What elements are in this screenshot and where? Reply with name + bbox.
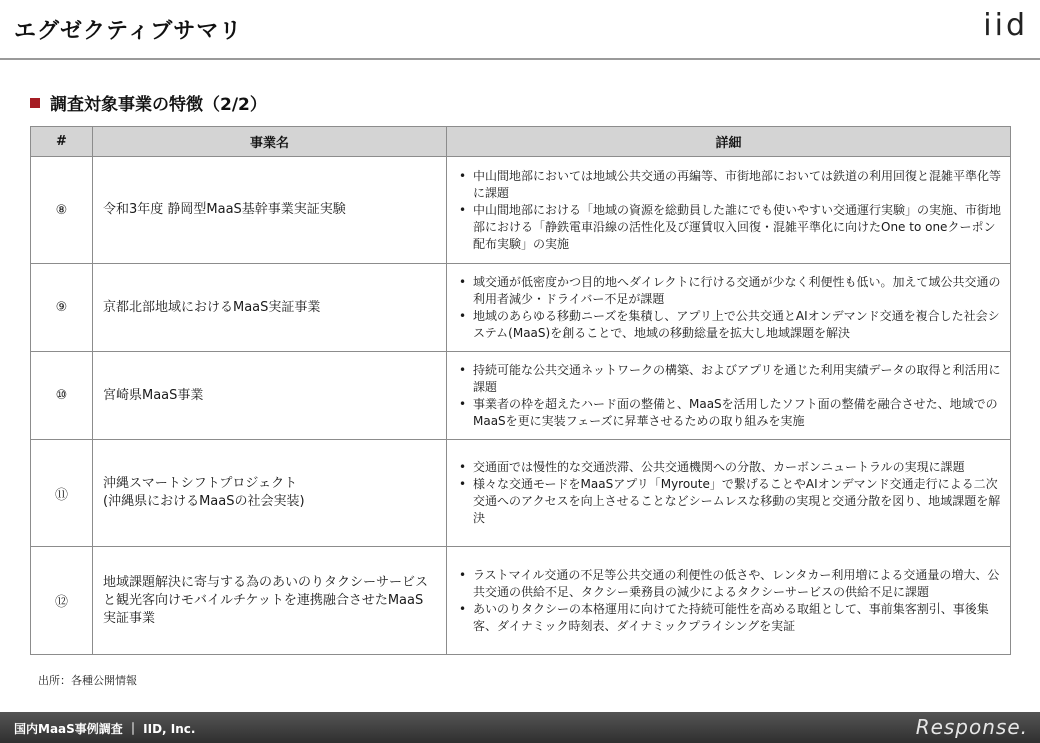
company-logo: iid: [983, 8, 1028, 43]
project-name: 沖縄スマートシフトプロジェクト (沖縄県におけるMaaSの社会実装): [93, 440, 447, 547]
table-row: [31, 264, 1011, 352]
row-number: ⑧: [31, 157, 93, 264]
detail-item: • 事業者の枠を超えたハード面の整備と、MaaSを活用したソフト面の整備を融合させた、地域でのMaaSを更に実装フェーズに昇華させるための取り組みを実施: [457, 396, 1002, 430]
row-number: ⑪: [31, 440, 93, 547]
row-number: ⑩: [31, 352, 93, 440]
detail-item: • 中山間地部における「地域の資源を総動員した誰にでも使いやすい交通運行実験」の実施、市街地部における「静鉄電車沿線の活性化及び運賃収入回復・混雑平準化に向けたOne to oneクーポン配布実験」の実施: [457, 202, 1002, 253]
detail-item: • 中山間地部においては地域公共交通の再編等、市街地部においては鉄道の利用回復と混雑平準化等に課題: [457, 168, 1002, 202]
project-name: 令和3年度 静岡型MaaS基幹事業実証実験: [93, 157, 447, 264]
project-details: [447, 352, 1011, 440]
project-details: [447, 157, 1011, 264]
project-details: [447, 264, 1011, 352]
column-header-number: #: [31, 127, 93, 157]
footer-text: 国内MaaS事例調査 ｜ IID, Inc.: [14, 722, 196, 736]
table-header-row: [31, 127, 1011, 157]
project-name: 宮崎県MaaS事業: [93, 352, 447, 440]
table-row: [31, 352, 1011, 440]
section-heading: [30, 90, 267, 115]
row-number: ⑫: [31, 547, 93, 655]
header-divider: [0, 58, 1040, 60]
page-title: エグゼクティブサマリ: [14, 19, 243, 44]
detail-item: • 交通面では慢性的な交通渋滞、公共交通機関への分散、カーボンニュートラルの実現に課題: [457, 459, 1002, 476]
header: [0, 0, 1040, 60]
source-note: 出所：各種公開情報: [38, 674, 137, 687]
project-name: 地域課題解決に寄与する為のあいのりタクシーサービスと観光客向けモバイルチケットを連携融合させたMaaS実証事業: [93, 547, 447, 655]
detail-item: • ラストマイル交通の不足等公共交通の利便性の低さや、レンタカー利用増による交通量の増大、公共交通の供給不足、タクシー乗務員の減少によるタクシーサービスの供給不足に課題: [457, 567, 1002, 601]
table-row: [31, 440, 1011, 547]
project-name: 京都北部地域におけるMaaS実証事業: [93, 264, 447, 352]
detail-item: • 持続可能な公共交通ネットワークの構築、およびアプリを通じた利用実績データの取得と利活用に課題: [457, 362, 1002, 396]
detail-item: • 地域のあらゆる移動ニーズを集積し、アプリ上で公共交通とAIオンデマンド交通を複合した社会システム(MaaS)を創ることで、地域の移動総量を拡大し地域課題を解決: [457, 308, 1002, 342]
square-bullet-icon: [30, 98, 40, 108]
project-details: [447, 547, 1011, 655]
detail-item: • 様々な交通モードをMaaSアプリ「Myroute」で繋げることやAIオンデマンド交通走行による二次交通へのアクセスを向上させることなどシームレスな移動の実現と交通分散を図り、地域課題を解決: [457, 476, 1002, 527]
project-details: [447, 440, 1011, 547]
response-watermark: Response.: [915, 715, 1028, 739]
table-row: [31, 547, 1011, 655]
footer-bar: [0, 712, 1040, 743]
detail-item: • 域交通が低密度かつ目的地へダイレクトに行ける交通が少なく利便性も低い。加えて域公共交通の利用者減少・ドライバー不足が課題: [457, 274, 1002, 308]
table-row: [31, 157, 1011, 264]
column-header-details: 詳細: [447, 127, 1011, 157]
column-header-project-name: 事業名: [93, 127, 447, 157]
row-number: ⑨: [31, 264, 93, 352]
section-title: 調査対象事業の特徴（2/2）: [50, 95, 267, 115]
project-table: [30, 126, 1011, 655]
detail-item: • あいのりタクシーの本格運用に向けてた持続可能性を高める取組として、事前集客割引、事後集客、ダイナミック時刻表、ダイナミックプライシングを実証: [457, 601, 1002, 635]
